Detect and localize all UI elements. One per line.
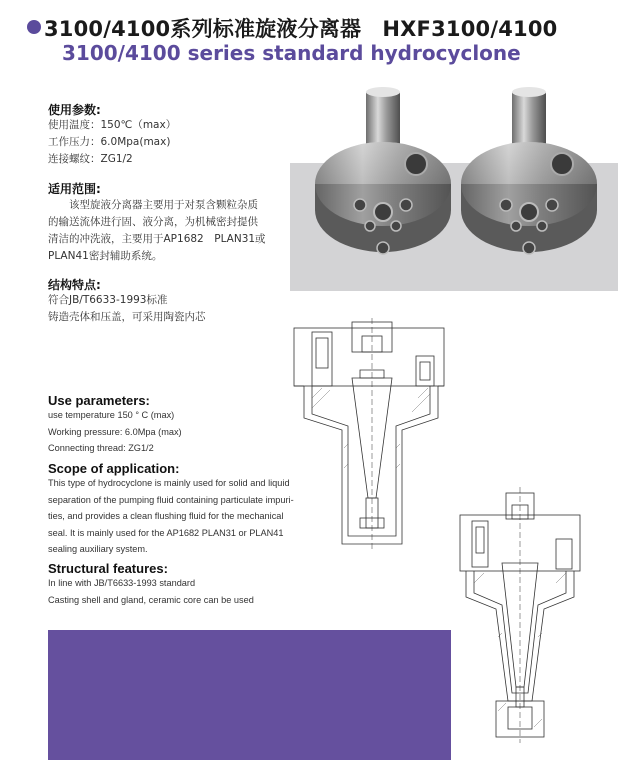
- scope-line-cn: 该型旋液分离器主要用于对泵含颗粒杂质: [48, 199, 258, 211]
- params-heading-cn: 使用参数:: [48, 103, 101, 117]
- params-heading-en: Use parameters:: [48, 393, 150, 408]
- cross-section-drawing-small: [452, 487, 588, 743]
- scope-line-en: ties, and provides a clean flushing fluid for the mechanical: [48, 511, 284, 521]
- scope-line-cn: 的输送流体进行固、液分离，为机械密封提供: [48, 216, 258, 228]
- scope-line-en: separation of the pumping fluid containing particulate impuri-: [48, 494, 294, 505]
- param-pressure-en: Working pressure: 6.0Mpa (max): [48, 426, 182, 437]
- params-list-en: [48, 407, 182, 457]
- hydrocyclone-photo-left: [315, 87, 451, 254]
- decorative-purple-block: [48, 630, 451, 760]
- features-list-en: [48, 575, 254, 608]
- cross-section-drawing-large: [282, 318, 462, 550]
- param-temperature-cn: 使用温度：150℃（max）: [48, 119, 177, 131]
- product-photo: [290, 80, 618, 280]
- page-title-en: 3100/4100 series standard hydrocyclone: [62, 41, 521, 65]
- param-temperature-en: use temperature 150 ° C (max): [48, 410, 175, 420]
- features-heading-cn: 结构特点:: [48, 278, 101, 292]
- hydrocyclone-photo-right: [461, 87, 597, 254]
- title-bullet-icon: [27, 20, 41, 34]
- params-list-cn: [48, 117, 176, 168]
- features-heading-en: Structural features:: [48, 561, 168, 576]
- param-thread-en: Connecting thread: ZG1/2: [48, 443, 154, 453]
- scope-line-en: seal. It is mainly used for the AP1682 PLAN31 or PLAN41: [48, 527, 284, 538]
- param-pressure-cn: 工作压力：6.0Mpa(max): [48, 136, 171, 148]
- scope-line-cn: PLAN41密封辅助系统。: [48, 250, 163, 262]
- page-title-cn: 3100/4100系列标准旋液分离器 HXF3100/4100: [44, 17, 558, 41]
- feature-standard-en: In line with JB/T6633-1993 standard: [48, 578, 196, 588]
- scope-heading-en: Scope of application:: [48, 461, 180, 476]
- scope-line-en: sealing auxiliary system.: [48, 544, 148, 554]
- feature-casting-en: Casting shell and gland, ceramic core can be used: [48, 594, 254, 605]
- scope-line-cn: 清洁的冲洗液，主要用于AP1682 PLAN31或: [48, 233, 266, 245]
- features-list-cn: [48, 292, 206, 326]
- scope-text-en: [48, 475, 294, 558]
- scope-text-cn: [48, 197, 266, 265]
- scope-line-en: This type of hydrocyclone is mainly used for solid and liquid: [48, 478, 290, 488]
- feature-casting-cn: 铸造壳体和压盖，可采用陶瓷内芯: [48, 311, 206, 323]
- feature-standard-cn: 符合JB/T6633-1993标准: [48, 294, 168, 306]
- param-thread-cn: 连接螺纹：ZG1/2: [48, 153, 133, 165]
- scope-heading-cn: 适用范围:: [48, 182, 101, 196]
